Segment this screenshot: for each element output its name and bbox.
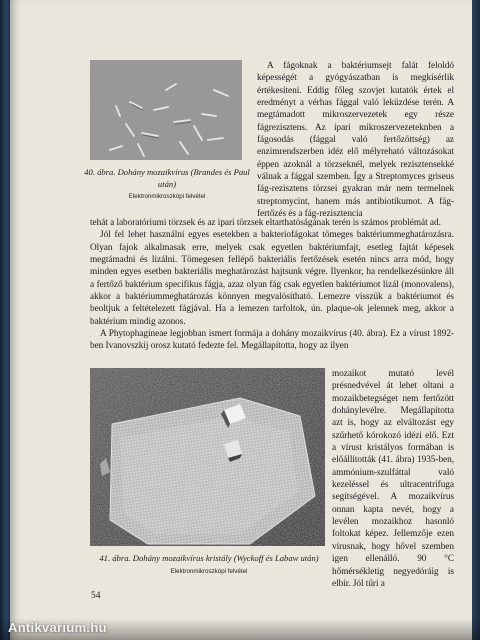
paragraph: A Phytophagineae legjobban ismert formája a dohány mozaikvírus (40. ábra). Ez a vírust 1892-ben Ivanovszkij orosz kutató fedezte fel. Megállapította, hogy az ilyen <box>90 329 454 352</box>
paragraph: A fágoknak a baktériumsejt falát feloldó képességét a gyógyászatban is megkísérlik értékesíteni. Eddig főleg szovjet kutatók értek el eredményt a vérhas fággal való leküzdése terén. A megtámadott mikroszervezetek egy része fágrezisztens. Az ipari mikroszervezeteknben a fágosodás (fággal való fertőzöttség) az enzimrendszerben idéz elő mélyreható változásokat éppen azoknál a törzseknél, melyek rezisztensekké válnak a fággal szemben. Így a Streptomyces griseus fág-rezisztens törzsei gyakran már nem termelnek streptomycint, hanem más antibiotikumot. A fág-fertőzés és a fág-rezisztencia <box>257 61 454 220</box>
paragraph: mozaikot mutató levél présnedvével át lehet oltani a mozaikbetegséget nem fertőzött dohánylevélre. Megállapította azt is, hogy az elváltozást egy szűrhető kórokozó idézi elő. Ezt a vírust kristályos formában is előállították (41. ábra) 1935-ben, ammónium-szulfáttal való kezeléssel és ultracentrifuga segítségével. A mozaikvírus onnan kapta nevét, hogy a levélen mozaikhoz hasonló foltokat képez. Jellemzője ezen vírusnak, hogy hővel szemben igen ellenálló. 90 °C hőmérsékletig negyedóráig is elbír. Jól tűri a <box>332 369 454 589</box>
watermark-bar <box>0 618 480 640</box>
book-cover-edge <box>0 0 10 640</box>
watermark-text: Antikvarium.hu <box>8 620 107 635</box>
right-column-bottom-text <box>332 368 454 590</box>
figure-41-caption: 41. ábra. Dohány mozaikvírus kristály (Wyckoff és Labaw után) <box>99 553 319 563</box>
right-column-top-text <box>257 60 454 220</box>
figure-40-caption: 40. ábra. Dohány mozaikvírus (Brandes és Paul után) <box>84 167 250 189</box>
page-number: 54 <box>91 591 101 601</box>
book-cover-right-edge <box>472 0 480 640</box>
figure-41-photo <box>90 368 325 546</box>
paragraph: Jól fel lehet használni egyes esetekben a bakteriofágokat tömeges baktériummeghatározásra. Olyan fajok alkalmasak erre, melyek csak egyetlen baktériumfajt, esetleg fajtát képesek megtámadni és lizálni. Tömegesen fellépő bakteriális fertőzések esetén nincs arra mód, hogy minden egyes esetben bakteriális meghatározást hajtsunk végre. Ilyenkor, ha rendelkezésünkre áll a fertőző baktérium specifikus fágja, azaz olyan fág csak egyetlen baktériumot lizál (monovalens), akkor a baktériummeghatározás könnyen megvalósítható. Lemezre visszük a baktériumot és beoltjuk a feltételezett fágjával. Ha a lemezen tarfoltok, ún. plaque-ok jelennek meg, akkor a baktérium mindig azonos. <box>90 230 454 327</box>
figure-40-credit: Elektronmikroszkópi felvétel <box>128 193 206 200</box>
book-page <box>10 0 472 640</box>
full-width-text <box>90 217 454 353</box>
figure-40-photo <box>90 60 242 160</box>
figure-41-credit: Elektronmikroszkópi felvétel <box>170 568 248 575</box>
paragraph: tehát a laboratóriumi törzsek és az ipari törzsek eltarthatóságának terén is számos problémát ad. <box>90 218 441 228</box>
